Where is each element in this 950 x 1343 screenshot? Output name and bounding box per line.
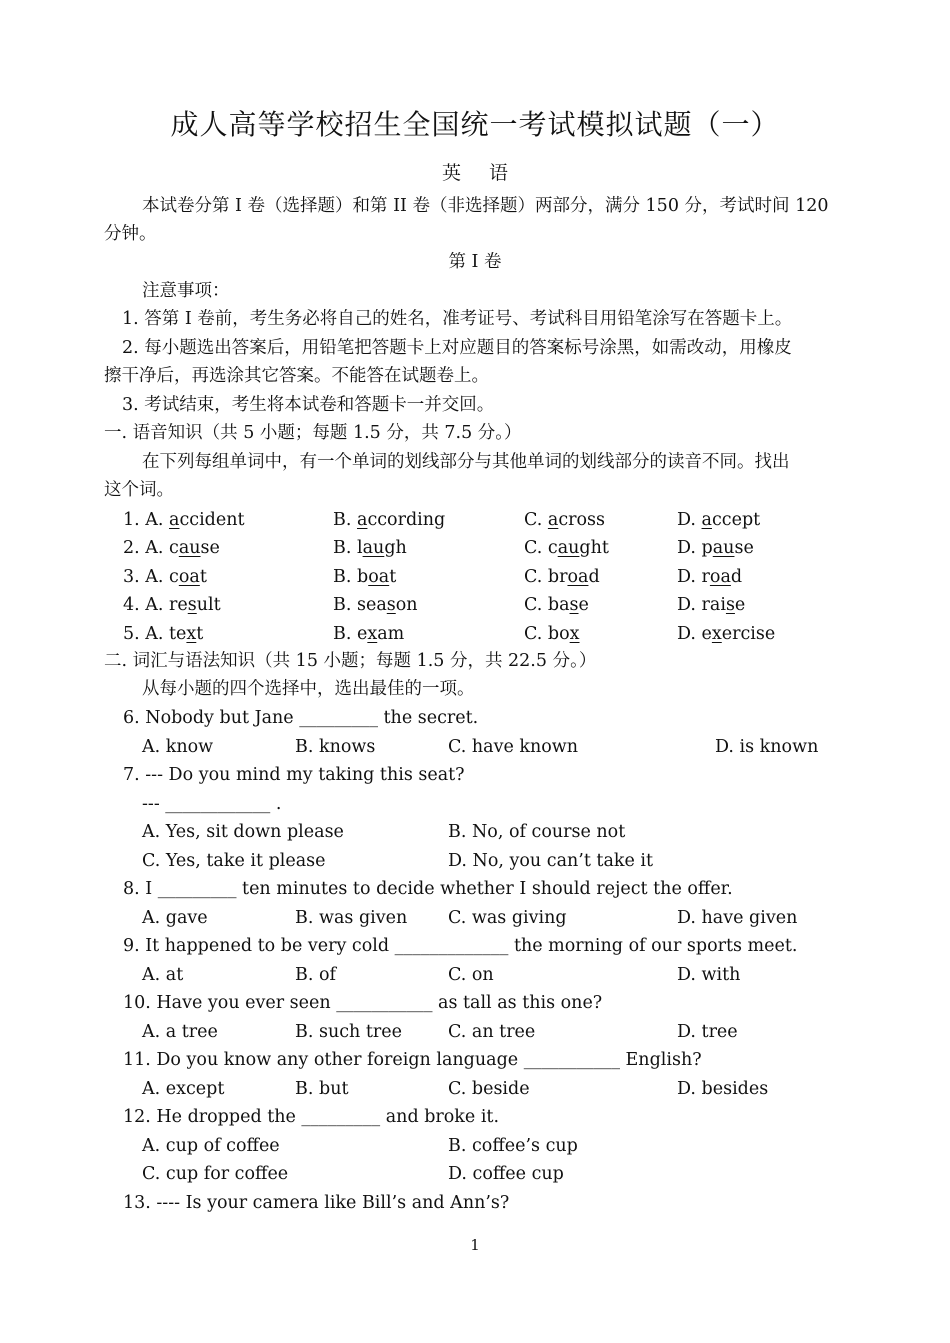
q6-option-b: B. knows bbox=[295, 737, 376, 757]
q7-option-d: D. No, you can’t take it bbox=[448, 851, 654, 871]
q12-option-a: A. cup of coffee bbox=[142, 1136, 280, 1156]
q3-option-c: C. broad bbox=[524, 567, 600, 587]
question-12: 12. He dropped the _________ and broke it. bbox=[123, 1107, 500, 1127]
subject-char-2: 语 bbox=[489, 162, 509, 184]
q5-option-c: C. box bbox=[524, 624, 580, 644]
underlined-segment: oa bbox=[567, 567, 589, 587]
underlined-segment: x bbox=[569, 624, 580, 644]
underlined-segment: x bbox=[186, 624, 197, 644]
section-1-heading: 一. 语音知识（共 5 小题；每题 1.5 分，共 7.5 分。） bbox=[104, 423, 522, 443]
question-9: 9. It happened to be very cold _____________ the morning of our sports meet. bbox=[123, 936, 798, 956]
q1-option-c: C. across bbox=[524, 510, 606, 530]
q2-option-d: D. pause bbox=[677, 538, 754, 558]
q10-option-b: B. such tree bbox=[295, 1022, 402, 1042]
q9-option-a: A. at bbox=[142, 965, 184, 985]
underlined-segment: a bbox=[169, 510, 180, 530]
q6-option-d: D. is known bbox=[715, 737, 819, 757]
underlined-segment: s bbox=[725, 595, 735, 615]
underlined-segment: au bbox=[557, 538, 580, 558]
underlined-segment: a bbox=[701, 510, 712, 530]
q1-option-b: B. according bbox=[333, 510, 446, 530]
section-1-instruction: 在下列每组单词中，有一个单词的划线部分与其他单词的划线部分的读音不同。找出 bbox=[142, 452, 790, 472]
q2-option-b: B. laugh bbox=[333, 538, 407, 558]
q8-option-c: C. was giving bbox=[448, 908, 567, 928]
q12-option-c: C. cup for coffee bbox=[142, 1164, 289, 1184]
intro-text-cont: 分钟。 bbox=[104, 224, 157, 244]
q1-option-a: 1. A. accident bbox=[123, 510, 245, 530]
q9-option-d: D. with bbox=[677, 965, 741, 985]
q9-option-c: C. on bbox=[448, 965, 494, 985]
question-8: 8. I _________ ten minutes to decide whether I should reject the offer. bbox=[123, 879, 733, 899]
q4-option-a: 4. A. result bbox=[123, 595, 221, 615]
q4-option-c: C. base bbox=[524, 595, 589, 615]
q7-option-a: A. Yes, sit down please bbox=[142, 822, 344, 842]
volume-heading: 第 I 卷 bbox=[448, 252, 502, 272]
question-6: 6. Nobody but Jane _________ the secret. bbox=[123, 708, 479, 728]
underlined-segment: au bbox=[178, 538, 201, 558]
q1-option-d: D. accept bbox=[677, 510, 761, 530]
q6-option-c: C. have known bbox=[448, 737, 579, 757]
q5-option-d: D. exercise bbox=[677, 624, 776, 644]
underlined-segment: s bbox=[187, 595, 197, 615]
intro-text: 本试卷分第 I 卷（选择题）和第 II 卷（非选择题）两部分，满分 150 分，考试时间 120 bbox=[142, 196, 829, 216]
question-11: 11. Do you know any other foreign language ___________ English? bbox=[123, 1050, 702, 1070]
q6-option-a: A. know bbox=[142, 737, 214, 757]
q2-option-a: 2. A. cause bbox=[123, 538, 220, 558]
q11-option-d: D. besides bbox=[677, 1079, 769, 1099]
underlined-segment: x bbox=[367, 624, 378, 644]
q11-option-a: A. except bbox=[142, 1079, 225, 1099]
notice-heading: 注意事项： bbox=[142, 281, 230, 301]
q8-option-a: A. gave bbox=[142, 908, 208, 928]
q4-option-b: B. season bbox=[333, 595, 418, 615]
q2-option-c: C. caught bbox=[524, 538, 609, 558]
q12-option-d: D. coffee cup bbox=[448, 1164, 564, 1184]
question-13: 13. ---- Is your camera like Bill’s and Ann’s? bbox=[123, 1193, 510, 1213]
underlined-segment: s bbox=[569, 595, 579, 615]
q5-option-a: 5. A. text bbox=[123, 624, 204, 644]
q3-option-b: B. boat bbox=[333, 567, 397, 587]
q9-option-b: B. of bbox=[295, 965, 336, 985]
underlined-segment: a bbox=[547, 510, 559, 530]
q5-option-b: B. exam bbox=[333, 624, 405, 644]
section-1-instruction-cont: 这个词。 bbox=[104, 480, 174, 500]
underlined-segment: oa bbox=[368, 567, 390, 587]
q12-option-b: B. coffee’s cup bbox=[448, 1136, 578, 1156]
underlined-segment: x bbox=[711, 624, 722, 644]
subject-char-1: 英 bbox=[441, 162, 461, 184]
underlined-segment: au bbox=[362, 538, 385, 558]
q10-option-a: A. a tree bbox=[142, 1022, 218, 1042]
section-2-heading: 二. 词汇与语法知识（共 15 小题；每题 1.5 分，共 22.5 分。） bbox=[104, 651, 597, 671]
question-7-response: --- ____________ . bbox=[142, 794, 282, 814]
q10-option-d: D. tree bbox=[677, 1022, 738, 1042]
notice-item-3: 3. 考试结束，考生将本试卷和答题卡一并交回。 bbox=[122, 395, 495, 415]
underlined-segment: oa bbox=[709, 567, 731, 587]
q8-option-d: D. have given bbox=[677, 908, 798, 928]
notice-item-1: 1. 答第 I 卷前，考生务必将自己的姓名，准考证号、考试科目用铅笔涂写在答题卡上。 bbox=[122, 309, 793, 329]
q8-option-b: B. was given bbox=[295, 908, 408, 928]
underlined-segment: au bbox=[712, 538, 735, 558]
underlined-segment: a bbox=[357, 510, 368, 530]
section-2-instruction: 从每小题的四个选择中，选出最佳的一项。 bbox=[142, 679, 475, 699]
q3-option-a: 3. A. coat bbox=[123, 567, 207, 587]
q11-option-c: C. beside bbox=[448, 1079, 530, 1099]
question-7: 7. --- Do you mind my taking this seat? bbox=[123, 765, 465, 785]
q7-option-c: C. Yes, take it please bbox=[142, 851, 326, 871]
q11-option-b: B. but bbox=[295, 1079, 349, 1099]
page-title: 成人高等学校招生全国统一考试模拟试题（一） bbox=[170, 108, 780, 141]
notice-item-2: 2. 每小题选出答案后，用铅笔把答题卡上对应题目的答案标号涂黑，如需改动，用橡皮 bbox=[122, 338, 792, 358]
question-10: 10. Have you ever seen ___________ as tall as this one? bbox=[123, 993, 603, 1013]
q10-option-c: C. an tree bbox=[448, 1022, 536, 1042]
underlined-segment: oa bbox=[178, 567, 200, 587]
q3-option-d: D. road bbox=[677, 567, 743, 587]
subject-title bbox=[0, 158, 950, 185]
page-number: 1 bbox=[470, 1236, 480, 1254]
q4-option-d: D. raise bbox=[677, 595, 746, 615]
q7-option-b: B. No, of course not bbox=[448, 822, 626, 842]
notice-item-2-cont: 擦干净后，再选涂其它答案。不能答在试题卷上。 bbox=[104, 366, 489, 386]
underlined-segment: s bbox=[386, 595, 396, 615]
